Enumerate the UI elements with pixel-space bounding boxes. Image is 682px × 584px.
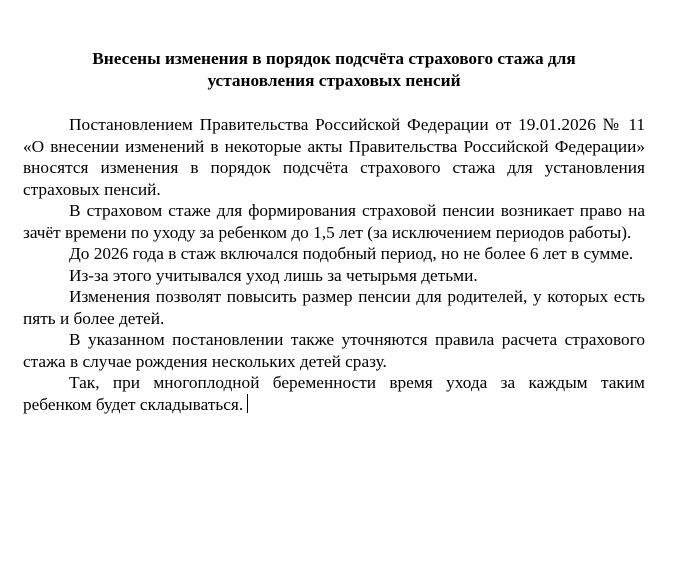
paragraph-7 bbox=[23, 372, 645, 415]
title-line-2: установления страховых пенсий bbox=[207, 70, 461, 90]
document-page bbox=[23, 48, 645, 415]
paragraph-3: До 2026 года в стаж включался подобный период, но не более 6 лет в сумме. bbox=[69, 244, 634, 263]
paragraph-7-text: Так, при многоплодной беременности время ухода за каждым таким ребенком будет складываться. bbox=[23, 373, 645, 414]
paragraph-4: Из-за этого учитывался уход лишь за четырьмя детьми. bbox=[69, 265, 478, 285]
paragraph-2: В страховом стаже для формирования страховой пенсии возникает право на зачёт времени по уходу за ребенком до 1,5 лет (за исключением периодов работы). bbox=[23, 201, 645, 242]
paragraph-1: Постановлением Правительства Российской Федерации от 19.01.2026 № 11 «О внесении изменений в некоторые акты Правительства Российской Федерации» вносятся изменения в порядок подсчёта страхового стажа для установления страховых пенсий. bbox=[23, 115, 645, 199]
document-title bbox=[23, 48, 645, 91]
document-body[interactable] bbox=[23, 114, 645, 415]
text-cursor bbox=[247, 394, 248, 413]
title-line-1: Внесены изменения в порядок подсчёта страхового стажа для bbox=[92, 49, 576, 68]
paragraph-5: Изменения позволят повысить размер пенсии для родителей, у которых есть пять и более детей. bbox=[23, 287, 645, 328]
paragraph-6: В указанном постановлении также уточняются правила расчета страхового стажа в случае рождения нескольких детей сразу. bbox=[23, 330, 645, 371]
